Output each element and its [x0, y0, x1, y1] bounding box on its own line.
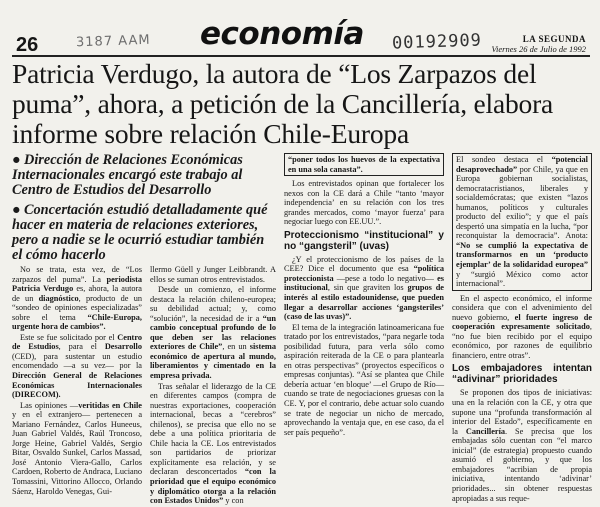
- paragraph: ¿Y el proteccionismo de los países de la CEE? Dice el documento que esa “política proteccionista —pese a todo lo negativo— es institucional, sin que graviten los grupos de interés al estilo estadounidense, que pueden llegar a desarrollar acciones ‘gangsteriles’ (caso de las uvas)”.: [284, 254, 444, 322]
- publication-name: LA SEGUNDA: [522, 34, 586, 44]
- publication-date: Viernes 26 de Julio de 1992: [491, 44, 586, 54]
- paragraph: El tema de la integración latinoamericana fue tratado por los entrevistados, “para negarle toda posibilidad futura, para verla sólo como aspiración reiterada de la CE o para plantearla en otras perspectivas” (proyectos específicos o empresas conjuntas). “Así se plantea que Chile debería actuar ‘en bloque’ —el Grupo de Río— cuando se trate de negociaciones gruesas con la CE. Y, por el contrario, debe actuar solo cuando se trate de negociar un nicho de mercado, aprovechando la ventaja que, en ese caso, da el ser país pequeño”.: [284, 322, 444, 437]
- article-column-4: [452, 153, 592, 504]
- article-column-1: [12, 265, 142, 497]
- masthead: [4, 0, 596, 56]
- archive-stamp-number: 00192909: [391, 30, 483, 54]
- paragraph: Desde un comienzo, el informe destaca la relación chileno-europea; su debilidad actual; y, como “solución”, la necesidad de ir a “un cambio conceptual profundo de lo que deben ser las relaciones exteriores de Chile”, en un sistema económico de apertura al mundo, liberamientos y cimentado en la empresa privada.: [150, 285, 276, 381]
- page-number: 26: [16, 34, 39, 56]
- highlight-box: El sondeo destaca el “potencial desaprovechado” por Chile, ya que en Europa gobiernan socialistas, democratacristianos, liberales y socialdemócratas; que existen “lazos humanos, políticos y culturales producto del exilio”; y que el país despertó una simpatía en la lucha, “por reconquistar la democracia”. Anota: “No se cumplió la expectativa de transformarnos en un ‘producto ejemplar’ de la solidaridad europea” y “surgió México como actor internacional”.: [452, 153, 592, 291]
- quote-box: “poner todos los huevos de la expectativa en una sola canasta”.: [284, 153, 444, 176]
- subheading: Proteccionismo “institucional” y no “gangsteril” (uvas): [284, 229, 444, 252]
- article-column-2: [150, 265, 276, 507]
- masthead-rule: [12, 55, 590, 57]
- headline: Patricia Verdugo, la autora de “Los Zarpazos del puma”, ahora, a petición de la Cancillería, elabora informe sobre relación Chile-Europa: [12, 58, 554, 149]
- paragraph: Este se fue solicitado por el Centro de Estudios, para el Desarrollo (CED), para sustentar un estudio encomendado —a su vez— por la Dirección General de Relaciones Económicas Internacionales (DIRECOM).: [12, 332, 142, 400]
- paragraph: llermo Güell y Junger Leibbrandt. A ellos se suman otros entrevistados.: [150, 265, 276, 284]
- paragraph: Se proponen dos tipos de iniciativas: una en la relación con la CE, y otra que supone una “profunda transformación al interior del Estado”, específicamente en la Cancillería. Se precisa que los embajadas sólo cuentan con “el marco inicial” (de estrategia) propuesto cuando asumió el gobierno, y que los embajadores “acribian de propia iniciativa, intentando ‘adivinar’ prioridades... sin obtener respuestas apropiadas a sus reque-: [452, 388, 593, 503]
- paragraph: En el aspecto económico, el informe considera que con el advenimiento del nuevo gobierno, el fuerte ingreso de cooperación expresamente solicitado, “no fue bien recibido por el equipo económico, por razones de equilibrio financiero, entre otras”.: [452, 293, 592, 360]
- section-title: economía: [200, 16, 364, 52]
- article-column-3: [284, 153, 444, 438]
- paragraph: Los entrevistados opinan que fortalecer los nexos con la CE dará a Chile “tanto ‘mayor independencia’ en su relación con los tres grandes mercados, como ‘mayor fuerza’ para negociar luego con EE.UU.”.: [284, 179, 444, 227]
- handwritten-archive-code: 3187 AAM: [75, 32, 151, 51]
- deck-2-text: Concertación estudió detalladamente qué hacer en materia de relaciones exteriores, pero a nadie se le ocurrió estudiar también el cómo hacerlo: [12, 201, 268, 264]
- paragraph: No se trata, esta vez, de “Los zarpazos del puma”. La periodista Patricia Verdugo es, ahora, la autora de un diagnóstico, producto de un “sondeo de opiniones especializadas” sobre el tema “Chile-Europa, urgente hora de cambios”.: [12, 265, 143, 332]
- bullet-icon: ●: [12, 152, 21, 168]
- paragraph: Las opiniones —veritidas en Chile y en el extranjero— pertenecen a Mariano Fernández, Carlos Huneeus, Juan Gabriel Valdés, Raúl Troncoso, Jorge Heine, Gabriel Valdés, Sergio Bitar, Osvaldo Sunkel, Carlos Massad, José Antonio Viera-Gallo, Carlos Cardoen, Roberto de Andraca, Luciano Tomassini, Vittorino Allocco, Orlando Sáenz, Haroldo Venegas, Gui-: [12, 400, 142, 496]
- deck-2: [12, 203, 276, 264]
- deck-1-text: Dirección de Relaciones Económicas Internacionales encargó este trabajo al Centro de Estudios del Desarrollo: [12, 152, 243, 199]
- bullet-icon: ●: [12, 201, 21, 218]
- paragraph: Tras señalar el liderazgo de la CE en diferentes campos (compra de nuestras exportaciones, cooperación internacional, becas a “cerebros” chilenos), se precisa que ello no se debe a una política prioritaria de Chile hacia la CE. Los entrevistados son partidarios de priorizar explícitamente esa relación, y se declaran desconcertados “con la prioridad que el equipo económico y diplomático otorga a la relación con Estados Unidos” y con: [150, 381, 276, 506]
- deck-1: [12, 153, 276, 199]
- decks: [12, 153, 276, 267]
- subheading: Los embajadores intentan “adivinar” prioridades: [452, 363, 592, 386]
